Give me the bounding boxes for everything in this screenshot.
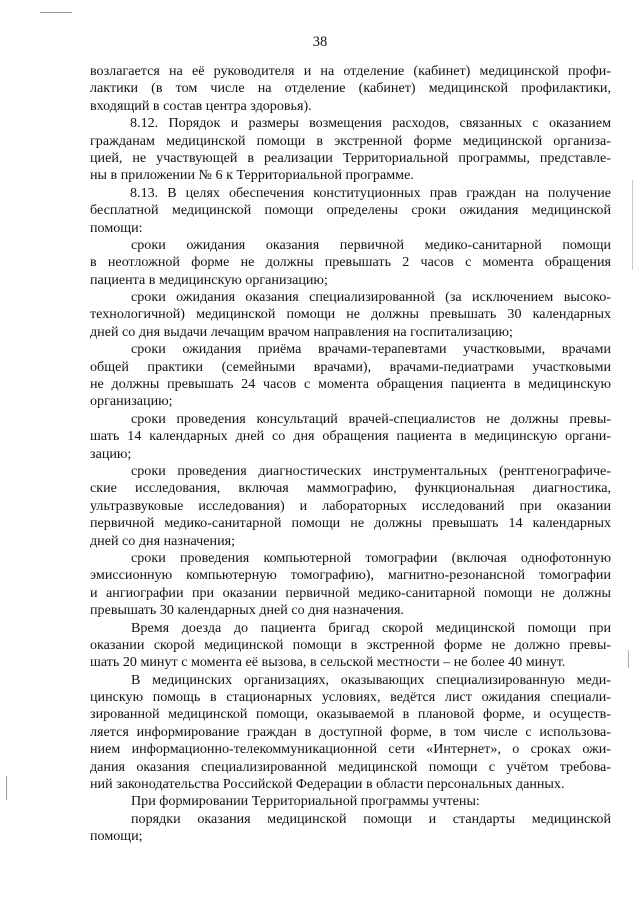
paragraph bbox=[90, 115, 611, 185]
text-line: порядки оказания медицинской помощи и стандарты медицинской bbox=[131, 810, 611, 827]
text-line: зацию; bbox=[90, 445, 132, 462]
text-line: шать 20 минут с момента её вызова, в сельской местности – не более 40 минут. bbox=[90, 654, 566, 671]
text-line: гражданам медицинской помощи в экстренной форме медицинской организа- bbox=[90, 132, 611, 149]
text-line: бесплатной медицинской помощи определены сроки ожидания медицинской bbox=[90, 202, 611, 219]
text-line: цинскую помощь в стационарных условиях, ведётся лист ожидания специали- bbox=[90, 689, 611, 706]
text-line: первичной медико-санитарной помощи не должны превышать 14 календарных bbox=[90, 515, 611, 532]
text-line: сроки ожидания оказания специализированной (за исключением высоко- bbox=[131, 289, 611, 306]
text-line: организацию; bbox=[90, 393, 173, 410]
text-line: сроки ожидания приёма врачами-терапевтами участковыми, врачами bbox=[131, 341, 611, 358]
text-line: сроки проведения диагностических инструментальных (рентгенографиче- bbox=[131, 462, 611, 479]
text-line: технологичной) медицинской помощи не должны превышать 30 календарных bbox=[90, 306, 611, 323]
text-line: лактики (в том числе на отделение (кабинет) медицинской профилактики, bbox=[90, 80, 611, 97]
paragraph bbox=[90, 185, 611, 237]
text-line: дания оказания специализированной медицинской помощи с учётом требова- bbox=[90, 758, 611, 775]
text-line: сроки ожидания оказания первичной медико-санитарной помощи bbox=[131, 236, 611, 253]
text-line: и ангиографии при оказании первичной медико-санитарной помощи не должны bbox=[90, 584, 611, 601]
text-line: входящий в состав центра здоровья). bbox=[90, 97, 312, 114]
text-line: превышать 30 календарных дней со дня назначения. bbox=[90, 602, 404, 619]
text-line: помощи; bbox=[90, 828, 143, 845]
text-line: ские исследования, включая маммографию, функциональная диагностика, bbox=[90, 480, 611, 497]
paragraph bbox=[90, 63, 611, 115]
text-line: дней со дня назначения; bbox=[90, 532, 236, 549]
paragraph bbox=[90, 463, 611, 550]
text-line: общей практики (семейными врачами), врачами-педиатрами участковыми bbox=[90, 358, 611, 375]
scan-mark-right-edge bbox=[632, 180, 633, 270]
scan-mark-right-edge bbox=[628, 650, 629, 668]
text-line: ны в приложении № 6 к Территориальной программе. bbox=[90, 167, 414, 184]
text-line: шать 14 календарных дней со дня обращения пациента в медицинскую органи- bbox=[90, 428, 611, 445]
paragraph bbox=[90, 550, 611, 620]
text-line: эмиссионную компьютерную томографию), магнитно-резонансной томографии bbox=[90, 567, 611, 584]
text-line: сроки проведения компьютерной томографии (включая однофотонную bbox=[131, 549, 611, 566]
text-line: зированной медицинской помощи, оказываемой в плановой форме, и осуществ- bbox=[90, 706, 611, 723]
text-line: При формировании Территориальной программы учтены: bbox=[131, 793, 480, 810]
text-line: в неотложной форме не должны превышать 2 часов с момента обращения bbox=[90, 254, 611, 271]
text-line: Время доезда до пациента бригад скорой медицинской помощи при bbox=[131, 619, 611, 636]
paragraph bbox=[90, 811, 611, 846]
text-line: пациента в медицинскую организацию; bbox=[90, 271, 328, 288]
paragraph bbox=[90, 341, 611, 411]
page-number: 38 bbox=[312, 34, 328, 50]
text-line: возлагается на её руководителя и на отделение (кабинет) медицинской профи- bbox=[90, 63, 611, 79]
scan-mark-bottom-left bbox=[6, 776, 7, 800]
text-line: цией, не участвующей в реализации Территориальной программы, представле- bbox=[90, 149, 611, 166]
text-line: 8.12. Порядок и размеры возмещения расходов, связанных с оказанием bbox=[130, 115, 611, 132]
paragraph bbox=[90, 672, 611, 794]
text-line: 8.13. В целях обеспечения конституционных прав граждан на получение bbox=[130, 184, 611, 201]
paragraph bbox=[90, 620, 611, 672]
text-line: ляется информирование граждан в доступной форме, в том числе с использова- bbox=[90, 723, 611, 740]
text-line: сроки проведения консультаций врачей-специалистов не должны превы- bbox=[131, 410, 611, 427]
paragraph bbox=[90, 793, 611, 810]
paragraph bbox=[90, 411, 611, 463]
text-line: оказании скорой медицинской помощи в экстренной форме не должно превы- bbox=[90, 636, 611, 653]
text-line: дней со дня выдачи лечащим врачом направления на госпитализацию; bbox=[90, 323, 513, 340]
text-line: не должны превышать 24 часов с момента обращения пациента в медицинскую bbox=[90, 376, 611, 393]
paragraph bbox=[90, 289, 611, 341]
scan-mark-top-left bbox=[40, 12, 72, 13]
text-line: помощи: bbox=[90, 219, 143, 236]
text-line: ний законодательства Российской Федерации в области персональных данных. bbox=[90, 776, 565, 793]
body-text bbox=[90, 63, 611, 846]
text-line: В медицинских организациях, оказывающих специализированную меди- bbox=[131, 671, 611, 688]
text-line: ультразвуковые исследования) и лабораторных исследований при оказании bbox=[90, 497, 611, 514]
text-line: нием информационно-телекоммуникационной сети «Интернет», о сроках ожи- bbox=[90, 741, 611, 758]
paragraph bbox=[90, 237, 611, 289]
